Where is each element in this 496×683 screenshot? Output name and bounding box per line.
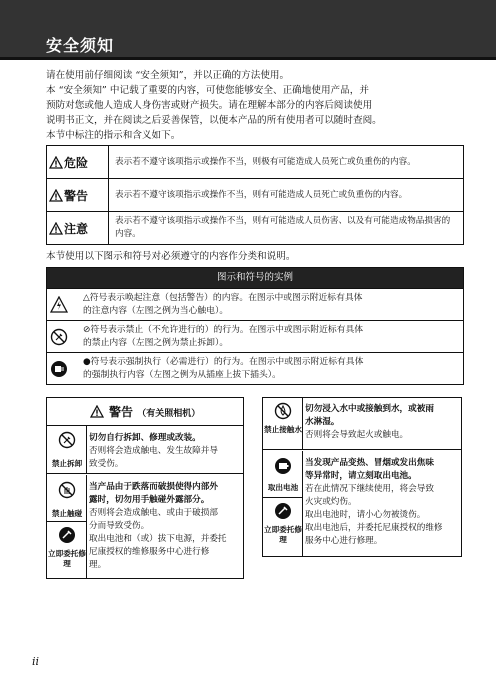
item-text: 致受伤。 xyxy=(89,459,124,469)
section-intro: 本节使用以下图示和符号对必须遵守的内容作分类和说明。 xyxy=(46,251,296,262)
example-text: △符号表示唤起注意（包括警告）的内容。在图示中或图示附近标有具体 xyxy=(83,293,363,303)
no-water-icon xyxy=(274,402,292,420)
icon-label: 取出电池 xyxy=(267,483,299,492)
warning-item-disassembly xyxy=(47,426,243,474)
item-text: 分而导致受伤。 xyxy=(89,521,150,531)
item-text: 若在此情况下继续使用，将会导致 xyxy=(305,484,434,494)
item-text: 火灾或灼伤。 xyxy=(305,497,357,507)
hazard-label: 注意 xyxy=(64,221,89,236)
item-text: 服务中心进行修理。 xyxy=(305,536,383,546)
item-bold: 当发现产品变热、冒烟或发出焦味 xyxy=(305,458,434,468)
warning-item-broken xyxy=(47,475,243,579)
examples-header: 图示和符号的实例 xyxy=(47,268,463,288)
hazard-label: 危险 xyxy=(64,155,89,170)
warning-triangle-icon xyxy=(90,405,104,418)
warning-item-battery xyxy=(263,451,461,557)
item-text: 取出电池和（或）拔下电源，并委托 xyxy=(89,534,227,544)
hazard-row-caution xyxy=(47,212,464,245)
no-disassembly-icon xyxy=(50,328,68,346)
icon-label: 立即委托修理 xyxy=(48,549,86,568)
camera-warning-box xyxy=(46,397,244,579)
intro-paragraph xyxy=(46,68,464,143)
page-header xyxy=(0,0,496,60)
warning-item-water xyxy=(263,398,461,450)
repair-mandatory-icon xyxy=(58,526,76,544)
item-text: 否则将会导致起火或触电。 xyxy=(305,430,409,440)
example-row-caution xyxy=(47,288,463,320)
icon-label: 禁止接触水 xyxy=(264,425,302,434)
warning-title: 警告 xyxy=(108,405,133,419)
example-text: 的禁止内容（左图之例为禁止拆卸）。 xyxy=(83,337,229,348)
item-text: 取出电池时，请小心勿被烫伤。 xyxy=(305,510,426,520)
item-text: 否则将会造成触电、发生故障并导 xyxy=(89,446,218,456)
electric-shock-triangle-icon xyxy=(50,296,68,314)
hazard-desc: 表示若不遵守该项指示或操作不当，则有可能造成人员伤害、以及有可能造成物品损害的内容。 xyxy=(109,212,464,245)
hazard-row-warning xyxy=(47,179,464,212)
example-text: ●符号表示强制执行（必需进行）的行为。在图示中或图示附近标有具体 xyxy=(83,357,364,367)
no-touch-icon xyxy=(58,481,76,499)
item-bold: 当产品由于跌落而破损使得内部外 xyxy=(89,482,218,492)
hazard-desc: 表示若不遵守该项指示或操作不当，则有可能造成人员死亡或负重伤的内容。 xyxy=(109,179,464,212)
icon-label: 禁止拆卸 xyxy=(51,459,83,468)
unplug-icon xyxy=(50,360,68,378)
item-text: 尼康授权的维修服务中心进行修 xyxy=(89,547,210,557)
example-text: ⊘符号表示禁止（不允许进行的）的行为。在图示中或图示附近标有具体 xyxy=(83,325,364,335)
no-disassembly-icon xyxy=(58,431,76,449)
example-row-mandatory xyxy=(47,352,463,384)
intro-line: 说明书正文，并在阅读之后妥善保管，以便本产品的所有使用者可以随时查阅。 xyxy=(46,115,382,126)
item-text: 取出电池后，并委托尼康授权的维修 xyxy=(305,523,443,533)
remove-battery-icon xyxy=(274,457,292,475)
item-bold: 切勿自行拆卸、修理或改装。 xyxy=(89,433,201,443)
icon-label: 禁止触碰 xyxy=(51,509,83,518)
hazard-label: 警告 xyxy=(64,188,89,203)
intro-line: 本节中标注的指示和含义如下。 xyxy=(46,130,181,141)
intro-line: 预防对您或他人造成人身伤害或财产损失。请在理解本部分的内容后阅读使用 xyxy=(46,100,373,111)
hazard-desc: 表示若不遵守该项指示或操作不当，则极有可能造成人员死亡或负重伤的内容。 xyxy=(109,146,464,179)
warning-triangle-icon xyxy=(49,156,63,169)
example-text: 的注意内容（左图之例为当心触电）。 xyxy=(83,305,229,316)
page-number: ii xyxy=(32,655,40,668)
example-row-prohibit xyxy=(47,320,463,352)
repair-mandatory-icon xyxy=(274,502,292,520)
warning-triangle-icon xyxy=(49,189,63,202)
item-text: 理。 xyxy=(89,560,107,570)
item-bold: 露时，切勿用手触碰外露部分。 xyxy=(89,495,210,505)
camera-warning-header xyxy=(47,398,243,426)
page-title: 安全须知 xyxy=(46,36,115,55)
example-text: 的强制执行内容（左图之例为从插座上拔下插头）。 xyxy=(83,369,281,380)
water-battery-warning-box xyxy=(262,397,462,557)
hazard-row-danger xyxy=(47,146,464,179)
icon-label: 立即委托修理 xyxy=(264,525,302,544)
warning-triangle-icon xyxy=(49,222,63,235)
hazard-level-table xyxy=(46,145,464,245)
intro-line: 本 “安全须知” 中记载了重要的内容，可使您能够安全、正确地使用产品，并 xyxy=(46,85,369,96)
item-bold: 水淋湿。 xyxy=(305,417,340,427)
warning-subtitle: （有关照相机） xyxy=(137,409,201,419)
item-bold: 切勿浸入水中或接触到水，或被雨 xyxy=(305,404,434,414)
item-bold: 等异常时，请立刻取出电池。 xyxy=(305,471,417,481)
intro-line: 请在使用前仔细阅读 “安全须知”，并以正确的方法使用。 xyxy=(46,70,290,81)
symbol-examples-box xyxy=(46,267,464,385)
item-text: 否则将会造成触电、或由于破损部 xyxy=(89,508,218,518)
